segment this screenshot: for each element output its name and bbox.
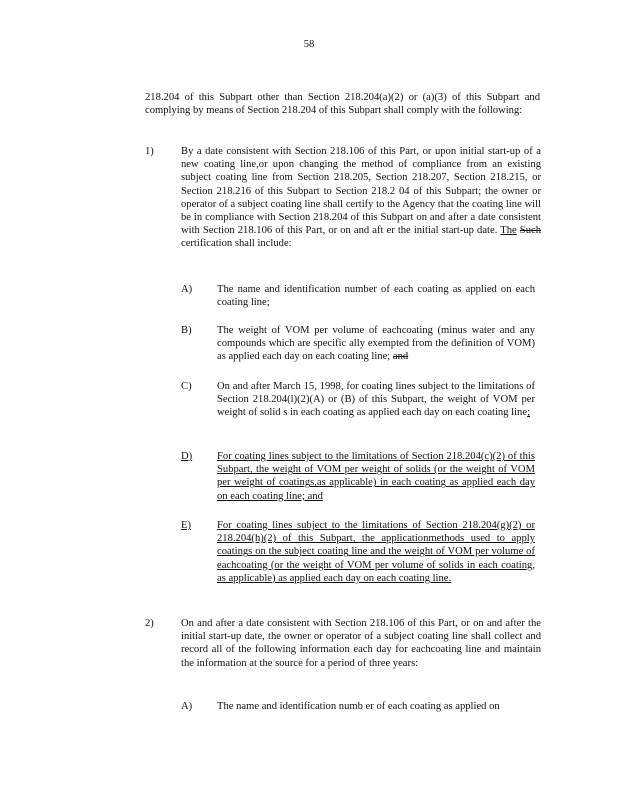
item-1c-text [217, 380, 535, 420]
item-2a-text: The name and identification numb er of each coating as applied on [217, 701, 500, 712]
intro-paragraph: 218.204 of this Subpart other than Section 218.204(a)(2) or (a)(3) of this Subpart and complying by means of Section 218.204 of this Subpart shall comply with the following: [145, 92, 540, 117]
item-1-text [181, 145, 541, 251]
item-1b-number: B) [181, 325, 192, 336]
item-1b-text [217, 324, 535, 364]
item-2a-number: A) [181, 701, 193, 712]
item-1-inserted-text: The [500, 225, 517, 237]
item-1c-inserted-text: ; [527, 407, 531, 419]
item-1a-text: The name and identification number of each coating as applied on each coating line; [217, 284, 535, 309]
item-2-number: 2) [145, 618, 154, 629]
item-1-number: 1) [145, 146, 154, 157]
item-1b-text-main: The weight of VOM per volume of eachcoating (minus water and any compounds which are specific ally exempted from the definition of VOM) as applied each day on each coating line; [217, 325, 535, 363]
item-1d-number: D) [181, 451, 193, 462]
item-1b-deleted-text: and [392, 351, 409, 363]
item-1c-text-main: On and after March 15, 1998, for coating lines subject to the limitations of Section 218.204(l)(2)(A) or (B) of this Subpart, the weight of VOM per weight of solid s in each coating as applied each day on each coating line [217, 381, 535, 419]
item-2-text: On and after a date consistent with Section 218.106 of this Part, or on and after the initial start-up date, the owner or operator of a subject coating line shall collect and record all of the following information each day for eachcoating line and maintain the information at the source for a period of three years: [181, 618, 541, 669]
page-number: 58 [303, 39, 315, 50]
item-1-text-end: certification shall include: [181, 238, 292, 250]
item-1d-text: For coating lines subject to the limitations of Section 218.204(c)(2) of this Subpart, the weight of VOM per weight of solids (or the weight of VOM per weight of coatings,as applicable) in each coating as applied each day on each coating line; and [217, 451, 535, 502]
item-1-deleted-text: Such [519, 225, 541, 237]
item-1e-text: For coating lines subject to the limitations of Section 218.204(g)(2) or 218.204(h)(2) of this Subpart, the applicationmethods used to apply coatings on the subject coating line and the weight of VOM per volume of eachcoating (or the weight of VOM per volume of solids in each coating, as applicable) as applied each day on each coating line. [217, 520, 535, 584]
item-1-text-main: By a date consistent with Section 218.106 of this Part, or upon initial start-up of a new coating line,or upon changing the method of compliance from an existing subject coating line from Section 218.205, Section 218.207, Section 218.215, or Section 218.216 of this Subpart to Section 218.2 04 of this Subpart; the owner or operator of a subject coating line shall certify to the Agency that the coating line will be in compliance with Section 218.204 of this Subpart on and after a date consistent with Section 218.106 of this Part, or on and aft er the initial start-up date. [181, 146, 541, 237]
item-1a-number: A) [181, 284, 193, 295]
item-1c-number: C) [181, 381, 192, 392]
item-1e-number: E) [181, 520, 191, 531]
